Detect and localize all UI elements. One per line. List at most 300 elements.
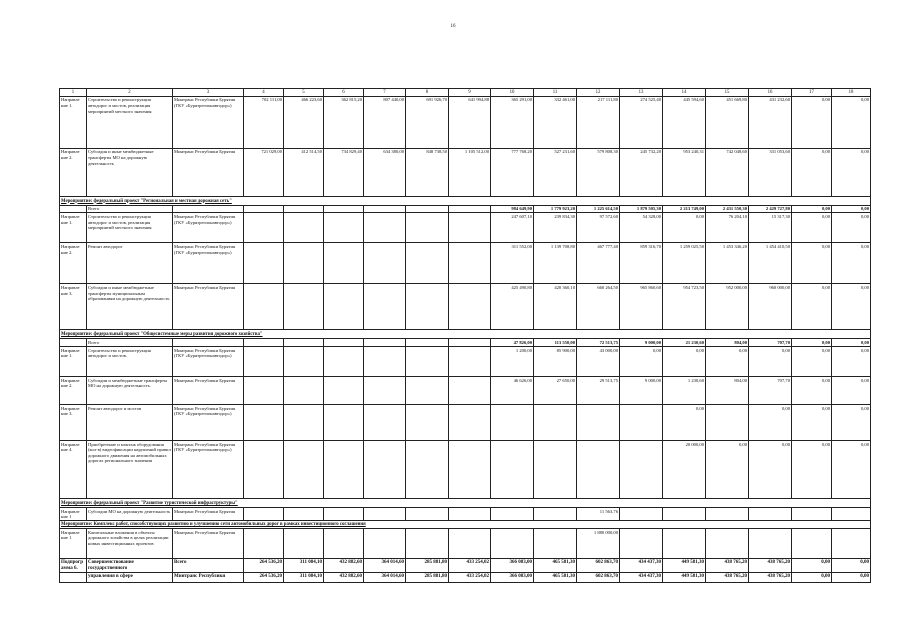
value-cell (364, 205, 406, 213)
value-cell (706, 508, 749, 521)
value-cell: 1 879 505,30 (620, 205, 663, 213)
value-cell: 245 732,20 (620, 148, 663, 196)
value-cell: 0,00 (620, 347, 663, 377)
value-cell: 807 440,00 (364, 96, 406, 148)
value-cell: 366 083,00 (491, 559, 534, 573)
table-row (60, 284, 871, 330)
value-cell: 264 536,20 (244, 559, 284, 573)
direction-cell (60, 205, 87, 213)
column-number: 7 (364, 89, 406, 97)
value-cell (364, 508, 406, 521)
value-cell: 984 649,90 (491, 205, 534, 213)
column-number: 5 (284, 89, 324, 97)
value-cell: 0,00 (663, 347, 706, 377)
description-cell: Субсидии МО на дорожную деятельность (87, 508, 173, 521)
value-cell (284, 213, 324, 243)
value-cell: 0,00 (792, 148, 832, 196)
total-row (60, 339, 871, 347)
executor-cell: Минтранс Республики Бурятия (ГКУ «Бурятрегионавтодор») (173, 96, 244, 148)
value-cell (284, 529, 324, 559)
value-cell: 0,00 (832, 559, 871, 573)
value-cell (406, 377, 449, 405)
column-number: 11 (534, 89, 577, 97)
value-cell (832, 508, 871, 521)
value-cell (534, 508, 577, 521)
value-cell: 332 461,00 (534, 96, 577, 148)
value-cell: 364 014,60 (364, 559, 406, 573)
value-cell: 466 223,60 (284, 96, 324, 148)
value-cell (406, 529, 449, 559)
direction-cell: Направле ние 1. (60, 96, 87, 148)
value-cell: 432 882,60 (324, 573, 364, 583)
executor-cell: Минтранс Республики Бурятия (ГКУ «Бурятрегионавтодор») (173, 405, 244, 441)
executor-cell: Минтранс Республики Бурятия (173, 284, 244, 330)
value-cell (534, 405, 577, 441)
value-cell: 0,00 (832, 243, 871, 284)
executor-cell: Минтранс Республики Бурятия (ГКУ «Бурятрегионавтодор») (173, 213, 244, 243)
value-cell: 0,00 (832, 205, 871, 213)
description-cell: Всего (87, 339, 173, 347)
value-cell (792, 529, 832, 559)
value-cell (244, 347, 284, 377)
value-cell: 431 232,60 (749, 96, 792, 148)
section-title: Мероприятие: федеральный проект "Развитие туристической инфраструктуры" (60, 499, 871, 508)
value-cell: 660 264,50 (577, 284, 620, 330)
value-cell (284, 347, 324, 377)
executor-cell: Минтранс Республики Бурятия (173, 508, 244, 521)
value-cell (284, 405, 324, 441)
direction-cell: Направле ние 1 (60, 508, 87, 521)
value-cell: 2 429 727,80 (749, 205, 792, 213)
table-row (60, 508, 871, 521)
value-cell: 0,00 (792, 347, 832, 377)
description-cell: Строительство и реконструкция автодорог и мостов, реализация мероприятий местного значения (87, 213, 173, 243)
value-cell: 0,00 (792, 573, 832, 583)
value-cell (406, 213, 449, 243)
direction-cell: Направле ние 1. (60, 347, 87, 377)
value-cell (406, 339, 449, 347)
value-cell (284, 205, 324, 213)
value-cell (663, 508, 706, 521)
value-cell (284, 441, 324, 499)
value-cell (449, 347, 491, 377)
value-cell (244, 339, 284, 347)
value-cell (324, 508, 364, 521)
direction-cell: Направле ние 3. (60, 284, 87, 330)
value-cell (792, 508, 832, 521)
value-cell: 0,00 (832, 441, 871, 499)
value-cell (449, 405, 491, 441)
direction-cell: Направле ние 2. (60, 148, 87, 196)
direction-cell (60, 573, 87, 583)
budget-table (59, 88, 871, 583)
value-cell (244, 405, 284, 441)
value-cell: 0,00 (832, 213, 871, 243)
executor-cell: Минтранс Республики Бурятия (173, 148, 244, 196)
value-cell (406, 441, 449, 499)
value-cell: 72 513,75 (577, 339, 620, 347)
value-cell: 777 768,20 (491, 148, 534, 196)
value-cell: 366 083,00 (491, 573, 534, 583)
description-cell: Субсидия и иные межбюджетные трансферты МО на дорожную деятельность (87, 148, 173, 196)
value-cell (324, 213, 364, 243)
value-cell: 742 048,60 (706, 148, 749, 196)
value-cell (406, 205, 449, 213)
value-cell (324, 284, 364, 330)
value-cell: 113 550,00 (534, 339, 577, 347)
value-cell: 20 000,00 (663, 441, 706, 499)
value-cell: 804,00 (706, 339, 749, 347)
value-cell: 247 607,10 (491, 213, 534, 243)
value-cell: 0,00 (832, 405, 871, 441)
section-title: Мероприятие: федеральный проект "Региональная и местная дорожная сеть" (60, 196, 871, 205)
value-cell (364, 243, 406, 284)
value-cell (406, 243, 449, 284)
value-cell (449, 339, 491, 347)
column-number: 6 (324, 89, 364, 97)
executor-cell (173, 339, 244, 347)
value-cell (620, 441, 663, 499)
value-cell: 0,00 (792, 559, 832, 573)
value-cell: 217 111,80 (577, 96, 620, 148)
value-cell: 9 000,00 (620, 339, 663, 347)
value-cell (491, 441, 534, 499)
value-cell: 1 880 000,00 (577, 529, 620, 559)
value-cell (324, 339, 364, 347)
description-cell: Приобретение и монтаж оборудования (кол-в) видеофиксации нарушений правил дорожного движения на автомобильных дорогах регионального значения (87, 441, 173, 499)
direction-cell: Направле ние 2. (60, 377, 87, 405)
value-cell: 438 765,20 (706, 559, 749, 573)
value-cell: 0,00 (832, 96, 871, 148)
value-cell: 0,00 (749, 347, 792, 377)
value-cell: 274 525,40 (620, 96, 663, 148)
value-cell (364, 339, 406, 347)
value-cell (244, 243, 284, 284)
value-cell: 449 581,30 (663, 559, 706, 573)
value-cell (244, 205, 284, 213)
value-cell: 1 453 346,20 (706, 243, 749, 284)
table-row (60, 529, 871, 559)
table-row (60, 559, 871, 573)
direction-cell: Направле ние 2. (60, 243, 87, 284)
value-cell (534, 441, 577, 499)
value-cell (620, 405, 663, 441)
direction-cell: Направле ние 4. (60, 441, 87, 499)
column-number: 3 (173, 89, 244, 97)
value-cell: 362 815,20 (324, 96, 364, 148)
value-cell (324, 529, 364, 559)
value-cell: 859 316,70 (620, 243, 663, 284)
value-cell: 721 029,00 (244, 148, 284, 196)
value-cell: 0,00 (792, 405, 832, 441)
value-cell: 1 230,60 (663, 377, 706, 405)
column-number: 10 (491, 89, 534, 97)
value-cell: 449 581,30 (663, 573, 706, 583)
value-cell (577, 405, 620, 441)
value-cell (832, 529, 871, 559)
page-number: 16 (450, 24, 456, 29)
value-cell (406, 347, 449, 377)
value-cell: 76 204,10 (706, 213, 749, 243)
value-cell: 0,00 (663, 405, 706, 441)
column-number: 2 (87, 89, 173, 97)
column-number: 12 (577, 89, 620, 97)
value-cell (324, 441, 364, 499)
value-cell (706, 405, 749, 441)
value-cell: 445 594,60 (663, 96, 706, 148)
value-cell: 527 231,60 (534, 148, 577, 196)
value-cell: 47 826,00 (491, 339, 534, 347)
value-cell: 634 380,00 (364, 148, 406, 196)
value-cell: 0,00 (792, 284, 832, 330)
value-cell (364, 529, 406, 559)
value-cell (749, 529, 792, 559)
description-cell: управления в сфере (87, 573, 173, 583)
value-cell: 0,00 (792, 96, 832, 148)
section-title: Мероприятие: Комплекс работ, способствующих развитию и улучшению сети автомобильных дорог в рамках инвестиционного соглашения (60, 521, 871, 529)
value-cell (364, 284, 406, 330)
value-cell: 311 084,10 (284, 559, 324, 573)
value-cell: 364 014,60 (364, 573, 406, 583)
value-cell: 0,00 (792, 441, 832, 499)
value-cell (491, 529, 534, 559)
value-cell: 0,00 (706, 347, 749, 377)
section-row (60, 330, 871, 339)
column-number: 17 (792, 89, 832, 97)
column-number: 9 (449, 89, 491, 97)
column-number: 8 (406, 89, 449, 97)
value-cell: 0,00 (792, 243, 832, 284)
executor-cell: Всего (173, 559, 244, 573)
direction-cell: Направле ние 3. (60, 405, 87, 441)
value-cell (364, 377, 406, 405)
value-cell (244, 441, 284, 499)
column-number: 16 (749, 89, 792, 97)
table-row (60, 377, 871, 405)
table-row (60, 573, 871, 583)
description-cell: Всего (87, 205, 173, 213)
value-cell (244, 213, 284, 243)
value-cell (449, 529, 491, 559)
table-row (60, 405, 871, 441)
value-cell (449, 205, 491, 213)
table-row (60, 347, 871, 377)
value-cell (284, 243, 324, 284)
value-cell (577, 441, 620, 499)
value-cell (284, 508, 324, 521)
direction-cell (60, 339, 87, 347)
executor-cell: Минтранс Республики Бурятия (ГКУ «Бурятрегионавтодор») (173, 347, 244, 377)
value-cell: 85 900,00 (534, 347, 577, 377)
value-cell: 43 000,00 (577, 347, 620, 377)
direction-cell: Подпрогр амма 6. (60, 559, 87, 573)
value-cell: 434 437,30 (620, 559, 663, 573)
value-cell: 952 000,00 (706, 284, 749, 330)
value-cell: 434 437,30 (620, 573, 663, 583)
value-cell: 311 084,10 (284, 573, 324, 583)
value-cell: 1 225 614,50 (577, 205, 620, 213)
column-number: 15 (706, 89, 749, 97)
value-cell (324, 205, 364, 213)
value-cell (449, 377, 491, 405)
value-cell: 707,70 (749, 377, 792, 405)
value-cell: 0,00 (792, 339, 832, 347)
value-cell: 331 053,60 (749, 148, 792, 196)
value-cell: 0,00 (792, 205, 832, 213)
description-cell: Ремонт автодорог (87, 243, 173, 284)
value-cell: 953 240,31 (663, 148, 706, 196)
value-cell: 465 581,30 (534, 559, 577, 573)
value-cell: 0,00 (749, 441, 792, 499)
description-cell: Субсидии и межбюджетные трансферты МО на дорожную деятельность. (87, 377, 173, 405)
value-cell (244, 529, 284, 559)
value-cell (663, 529, 706, 559)
value-cell: 2 213 749,00 (663, 205, 706, 213)
value-cell: 641 994,88 (449, 96, 491, 148)
value-cell (449, 441, 491, 499)
value-cell: 1 454 410,50 (749, 243, 792, 284)
executor-cell: Минтранс Республики Бурятия (173, 529, 244, 559)
value-cell: 602 863,70 (577, 573, 620, 583)
value-cell: 54 328,00 (620, 213, 663, 243)
value-cell: 11 563,76 (577, 508, 620, 521)
value-cell (406, 284, 449, 330)
value-cell: 1 259 025,50 (663, 243, 706, 284)
description-cell: Строительство и реконструкция автодорог и мостов. (87, 347, 173, 377)
value-cell: 0,00 (832, 347, 871, 377)
value-cell: 433 254,02 (449, 559, 491, 573)
column-number: 14 (663, 89, 706, 97)
value-cell: 579 808,30 (577, 148, 620, 196)
value-cell: 0,00 (706, 441, 749, 499)
description-cell: Совершенствование государственного (87, 559, 173, 573)
value-cell (284, 377, 324, 405)
column-number: 4 (244, 89, 284, 97)
value-cell: 438 765,20 (749, 559, 792, 573)
value-cell: 602 863,70 (577, 559, 620, 573)
value-cell (620, 508, 663, 521)
value-cell: 734 829,40 (324, 148, 364, 196)
value-cell: 29 513,75 (577, 377, 620, 405)
table-row (60, 441, 871, 499)
value-cell (284, 339, 324, 347)
value-cell: 239 834,30 (534, 213, 577, 243)
value-cell (491, 405, 534, 441)
value-cell: 804,00 (706, 377, 749, 405)
value-cell: 0,00 (663, 213, 706, 243)
table-row (60, 148, 871, 196)
table-row (60, 243, 871, 284)
column-number: 13 (620, 89, 663, 97)
executor-cell: Минтранс Республики (173, 573, 244, 583)
value-cell: 965 860,60 (620, 284, 663, 330)
value-cell: 27 650,00 (534, 377, 577, 405)
value-cell: 0,00 (832, 573, 871, 583)
value-cell: 0,00 (832, 148, 871, 196)
value-cell: 1 139 708,80 (534, 243, 577, 284)
value-cell (324, 377, 364, 405)
direction-cell: Направле ние 1. (60, 213, 87, 243)
value-cell (284, 284, 324, 330)
value-cell (244, 284, 284, 330)
value-cell: 438 765,20 (749, 573, 792, 583)
value-cell: 285 881,80 (406, 559, 449, 573)
section-row (60, 521, 871, 529)
value-cell: 438 765,20 (706, 573, 749, 583)
value-cell (324, 347, 364, 377)
value-cell (449, 284, 491, 330)
value-cell (364, 405, 406, 441)
section-title: Мероприятие: федеральный проект "Общесистемные меры развития дорожного хозяйства" (60, 330, 871, 339)
executor-cell (173, 205, 244, 213)
column-number: 1 (60, 89, 87, 97)
executor-cell: Минтранс Республики Бурятия (ГКУ «Бурятрегионавтодор») (173, 441, 244, 499)
value-cell: 97 572,60 (577, 213, 620, 243)
value-cell: 702 111,00 (244, 96, 284, 148)
value-cell: 285 881,80 (406, 573, 449, 583)
value-cell: 848 738,50 (406, 148, 449, 196)
value-cell: 691 926,70 (406, 96, 449, 148)
executor-cell: Минтранс Республики Бурятия (173, 377, 244, 405)
value-cell (449, 213, 491, 243)
value-cell: 420 360,10 (534, 284, 577, 330)
table-row (60, 213, 871, 243)
value-cell: 433 254,02 (449, 573, 491, 583)
value-cell: 425 490,80 (491, 284, 534, 330)
value-cell (620, 529, 663, 559)
value-cell: 46 626,00 (491, 377, 534, 405)
table-row (60, 96, 871, 148)
value-cell: 0,00 (792, 377, 832, 405)
value-cell: 365 291,00 (491, 96, 534, 148)
value-cell (324, 243, 364, 284)
value-cell: 465 581,30 (534, 573, 577, 583)
value-cell: 0,00 (792, 213, 832, 243)
value-cell: 9 000,00 (620, 377, 663, 405)
value-cell: 21 230,60 (663, 339, 706, 347)
value-cell (406, 508, 449, 521)
value-cell: 960 000,00 (749, 284, 792, 330)
section-row (60, 196, 871, 205)
value-cell: 412 514,50 (284, 148, 324, 196)
value-cell (534, 529, 577, 559)
value-cell (749, 508, 792, 521)
value-cell (406, 405, 449, 441)
value-cell (244, 377, 284, 405)
description-cell: Субсидии и иные межбюджетные трансферты муниципальным образованиям на дорожную деятельность (87, 284, 173, 330)
value-cell (244, 508, 284, 521)
total-row (60, 205, 871, 213)
value-cell: 451 669,80 (706, 96, 749, 148)
value-cell: 2 431 550,30 (706, 205, 749, 213)
value-cell (324, 405, 364, 441)
value-cell: 432 882,60 (324, 559, 364, 573)
value-cell: 0,00 (749, 405, 792, 441)
value-cell: 467 777,40 (577, 243, 620, 284)
value-cell (491, 508, 534, 521)
header-row (60, 89, 871, 97)
direction-cell: Направле ние 1 (60, 529, 87, 559)
value-cell (449, 243, 491, 284)
description-cell: Ремонт автодорог и мостов (87, 405, 173, 441)
value-cell: 1 105 512,00 (449, 148, 491, 196)
description-cell: Капитальные вложения в объекты дорожного хозяйства в целях реализации новых инвестиционных проектов (87, 529, 173, 559)
value-cell: 0,00 (832, 284, 871, 330)
value-cell: 15 317,30 (749, 213, 792, 243)
section-row (60, 499, 871, 508)
value-cell: 954 723,50 (663, 284, 706, 330)
value-cell (706, 529, 749, 559)
